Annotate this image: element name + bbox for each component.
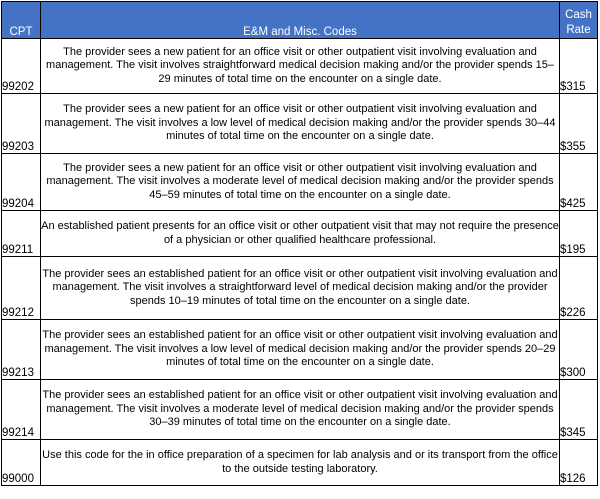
table-header	[2, 2, 598, 39]
code-description: The provider sees a new patient for an office visit or other outpatient visit involving evaluation and management. The visit involves straightforward medical decision making and/or the provider spends 15–29 minutes of total time on the encounter on a single date.	[41, 39, 560, 94]
header-row	[2, 2, 598, 39]
code-description: The provider sees an established patient for an office visit or other outpatient visit involving evaluation and management. The visit involves a moderate level of medical decision making and/or the provider spends 30–39 minutes of total time on the encounter on a single date.	[41, 380, 560, 440]
cpt-code: 99000	[2, 440, 41, 486]
table-row	[2, 154, 598, 211]
cpt-code: 99202	[2, 39, 41, 94]
cash-rate: $300	[560, 320, 598, 380]
code-description: The provider sees an established patient for an office visit or other outpatient visit involving evaluation and management. The visit involves a straightforward level of medical decision making and/or the provider spends 10–19 minutes of total time on the encounter on a single date.	[41, 257, 560, 320]
cash-rate: $355	[560, 94, 598, 154]
header-cpt: CPT	[2, 2, 41, 39]
cash-rate: $425	[560, 154, 598, 211]
code-description: Use this code for the in office preparation of a specimen for lab analysis and or its transport from the office to the outside testing laboratory.	[41, 440, 560, 486]
table-row	[2, 257, 598, 320]
table-body	[2, 39, 598, 486]
code-description: The provider sees a new patient for an office visit or other outpatient visit involving evaluation and management. The visit involves a moderate level of medical decision making and/or the provider spends 45–59 minutes of total time on the encounter on a single date.	[41, 154, 560, 211]
cash-rate: $226	[560, 257, 598, 320]
table-row	[2, 211, 598, 257]
header-cash-rate: Cash Rate	[560, 2, 598, 39]
codes-table	[1, 1, 598, 486]
table-row	[2, 440, 598, 486]
code-description: The provider sees an established patient for an office visit or other outpatient visit involving evaluation and management. The visit involves a low level of medical decision making and/or the provider spends 20–29 minutes of total time on the encounter on a single date.	[41, 320, 560, 380]
code-description: An established patient presents for an office visit or other outpatient visit that may not require the presence of a physician or other qualified healthcare professional.	[41, 211, 560, 257]
cash-rate: $345	[560, 380, 598, 440]
cash-rate: $315	[560, 39, 598, 94]
cpt-code: 99211	[2, 211, 41, 257]
table-row	[2, 320, 598, 380]
table-row	[2, 380, 598, 440]
cpt-code: 99214	[2, 380, 41, 440]
header-codes: E&M and Misc. Codes	[41, 2, 560, 39]
cpt-code: 99204	[2, 154, 41, 211]
code-description: The provider sees a new patient for an office visit or other outpatient visit involving evaluation and management. The visit involves a low level of medical decision making and/or the provider spends 30–44 minutes of total time on the encounter on a single date.	[41, 94, 560, 154]
cash-rate: $195	[560, 211, 598, 257]
table-row	[2, 94, 598, 154]
cpt-code: 99212	[2, 257, 41, 320]
table-row	[2, 39, 598, 94]
cpt-code: 99213	[2, 320, 41, 380]
cash-rate: $126	[560, 440, 598, 486]
cpt-code: 99203	[2, 94, 41, 154]
